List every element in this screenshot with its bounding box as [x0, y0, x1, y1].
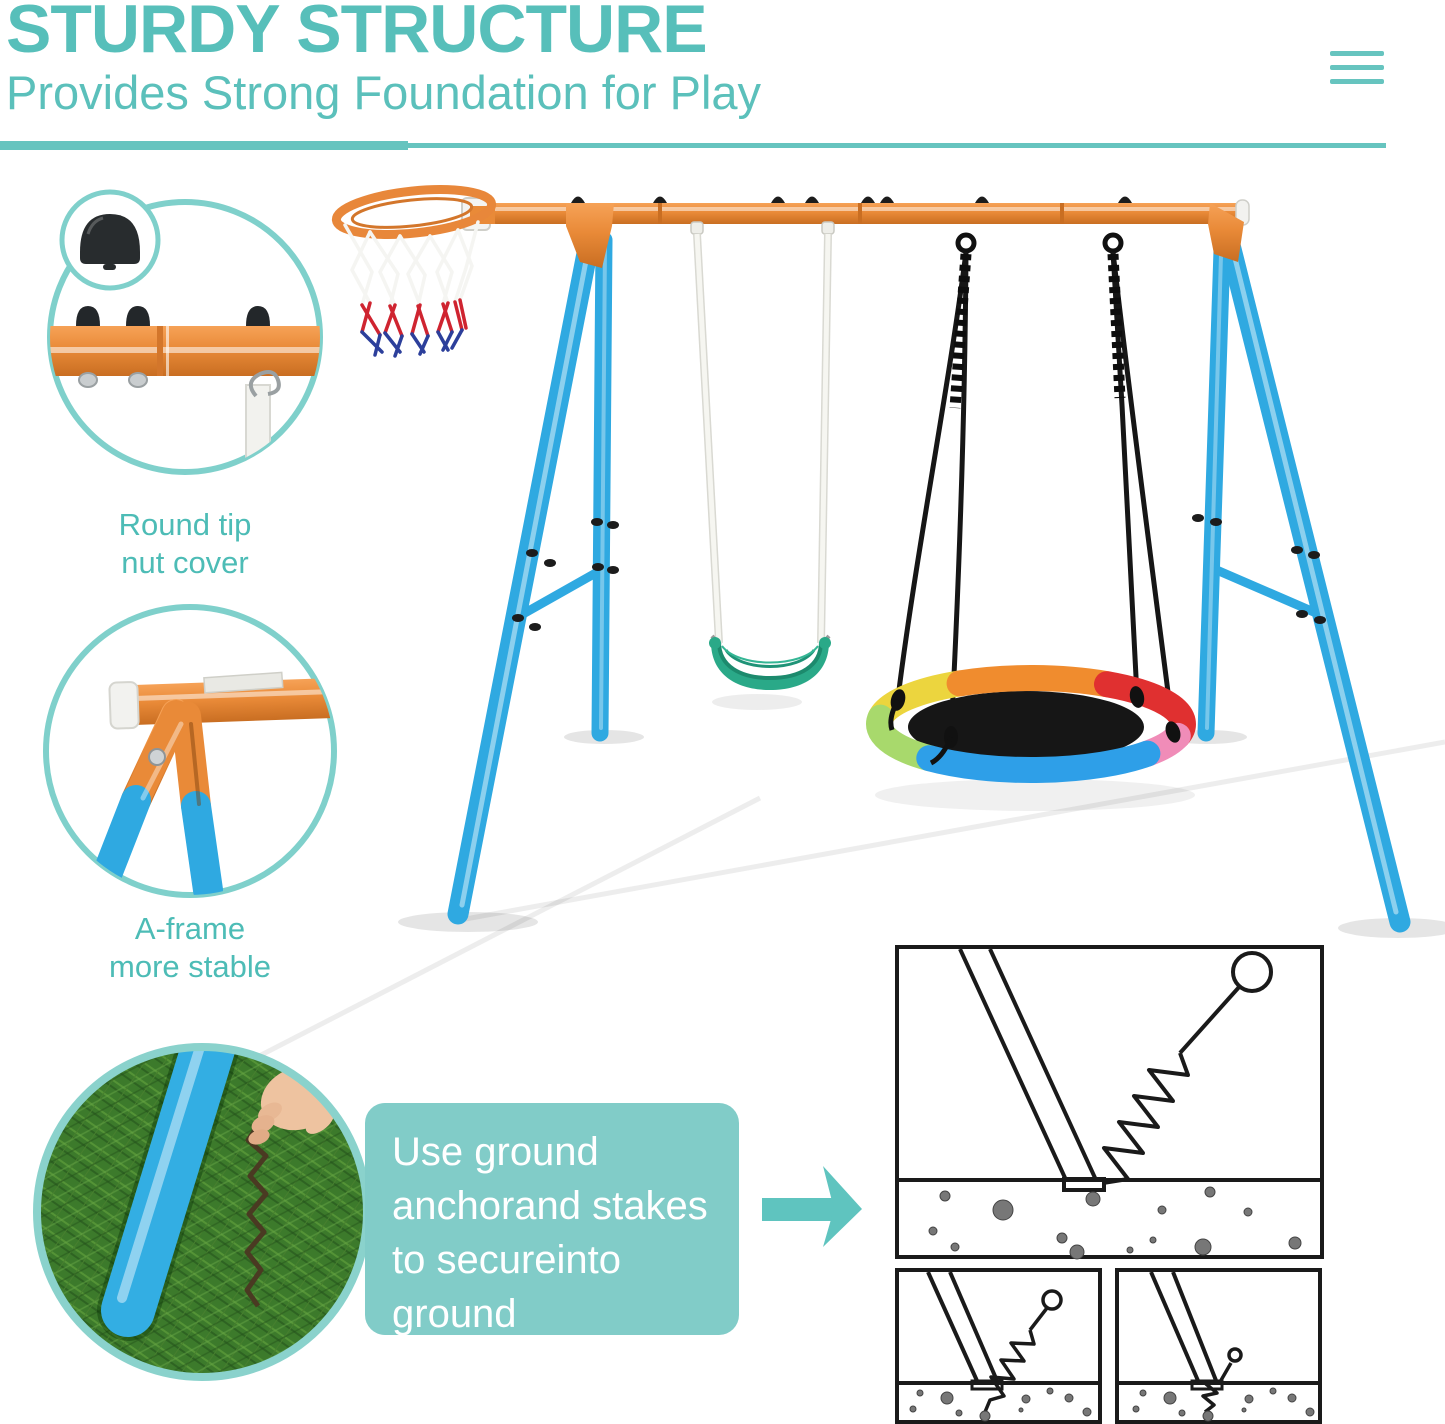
page-title: STURDY STRUCTURE [6, 0, 707, 67]
top-bar [487, 197, 1249, 269]
note-line: ground [392, 1292, 517, 1336]
hoop-net-red [362, 300, 466, 336]
anchor-diagrams [897, 947, 1322, 1422]
diagram-box-small-right [1117, 1270, 1320, 1422]
arrow-right-icon [762, 1166, 862, 1247]
saucer-swing [879, 235, 1183, 770]
belt-swing [691, 222, 834, 690]
note-line: anchorand stakes [392, 1184, 708, 1228]
diagram-box-large [897, 947, 1322, 1259]
note-line: to secureinto [392, 1238, 622, 1282]
anchor-note-box [365, 1103, 739, 1335]
hoop-net-blue [362, 330, 462, 356]
ground-anchor-photo [30, 1040, 375, 1385]
label-line: more stable [109, 949, 271, 984]
callout-label-nut-cover [55, 506, 315, 582]
callout-label-a-frame [60, 910, 320, 986]
callout-circle-a-frame [46, 607, 337, 895]
callout-circle-nut-cover [40, 192, 332, 473]
page-subtitle: Provides Strong Foundation for Play [6, 66, 762, 119]
label-line: Round tip [118, 507, 252, 542]
basketball-hoop [334, 183, 495, 356]
label-line: A-frame [134, 911, 246, 946]
swing-set-frame [334, 183, 1400, 922]
diagram-box-small-left [897, 1270, 1100, 1422]
note-line: Use ground [392, 1130, 599, 1174]
label-line: nut cover [121, 545, 249, 580]
